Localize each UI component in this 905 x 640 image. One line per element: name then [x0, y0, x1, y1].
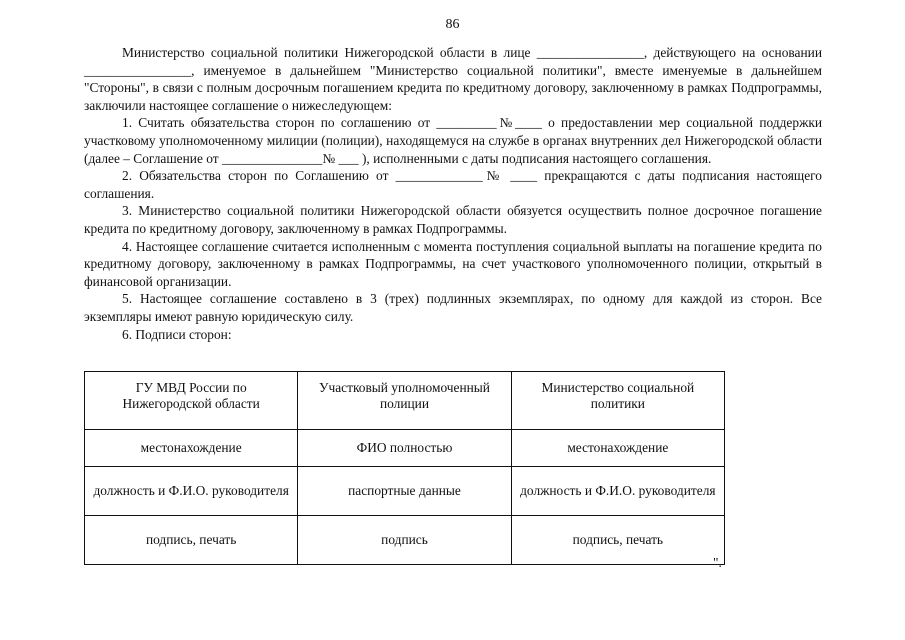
table-cell: Министерство социальной политики	[511, 372, 724, 430]
paragraph-6: 6. Подписи сторон:	[122, 326, 232, 342]
table-cell: Участковый уполномоченный полиции	[298, 372, 511, 430]
table-cell: подпись, печать	[85, 516, 298, 565]
table-cell: ФИО полностью	[298, 430, 511, 467]
table-cell: местонахождение	[85, 430, 298, 467]
table-row	[85, 516, 725, 565]
closing-quote: ".	[713, 555, 722, 570]
table-cell: подпись, печать	[511, 516, 724, 565]
paragraph-3: 3. Министерство социальной политики Нижегородской области обязуется осуществить полное досрочное погашение кредита по кредитному договору, заключенному в рамках Подпрограммы.	[84, 203, 822, 236]
paragraph-5: 5. Настоящее соглашение составлено в 3 (трех) подлинных экземплярах, по одному для каждой из сторон. Все экземпляры имеют равную юридическую силу.	[84, 291, 822, 324]
paragraph-intro: Министерство социальной политики Нижегородской области в лице ________________, действующего на основании ________________, именуемое в дальнейшем "Министерство социальной политики", вместе именуемые в дальнейшем "Стороны", в связи с полным досрочным погашением кредита по кредитному договору, заключенному в рамках Подпрограммы, заключили настоящее соглашение о нижеследующем:	[84, 45, 822, 113]
paragraph-1: 1. Считать обязательства сторон по соглашению от _________№____ о предоставлении мер социальной поддержки участковому уполномоченному милиции (полиции), находящемуся на службе в органах внутренних дел Нижегородской области (далее – Соглашение от _______________№ ___ ), исполненными с даты подписания настоящего соглашения.	[84, 115, 822, 166]
paragraph-4: 4. Настоящее соглашение считается исполненным с момента поступления социальной выплаты на погашение кредита по кредитному договору, заключенному в рамках Подпрограммы, на счет участкового уполномоченного полиции, открытый в финансовой организации.	[84, 238, 822, 289]
table-cell: местонахождение	[511, 430, 724, 467]
table-cell: должность и Ф.И.О. руководителя	[85, 467, 298, 516]
signatures-table	[84, 371, 725, 565]
paragraph-2: 2. Обязательства сторон по Соглашению от _____________№ ____ прекращаются с даты подписания настоящего соглашения.	[84, 168, 822, 201]
page-number: 86	[445, 17, 460, 32]
document-body	[84, 44, 822, 343]
table-row	[85, 467, 725, 516]
table-cell: паспортные данные	[298, 467, 511, 516]
table-cell: подпись	[298, 516, 511, 565]
table-cell: ГУ МВД России по Нижегородской области	[85, 372, 298, 430]
table-cell: должность и Ф.И.О. руководителя	[511, 467, 724, 516]
table-row	[85, 430, 725, 467]
table-row	[85, 372, 725, 430]
